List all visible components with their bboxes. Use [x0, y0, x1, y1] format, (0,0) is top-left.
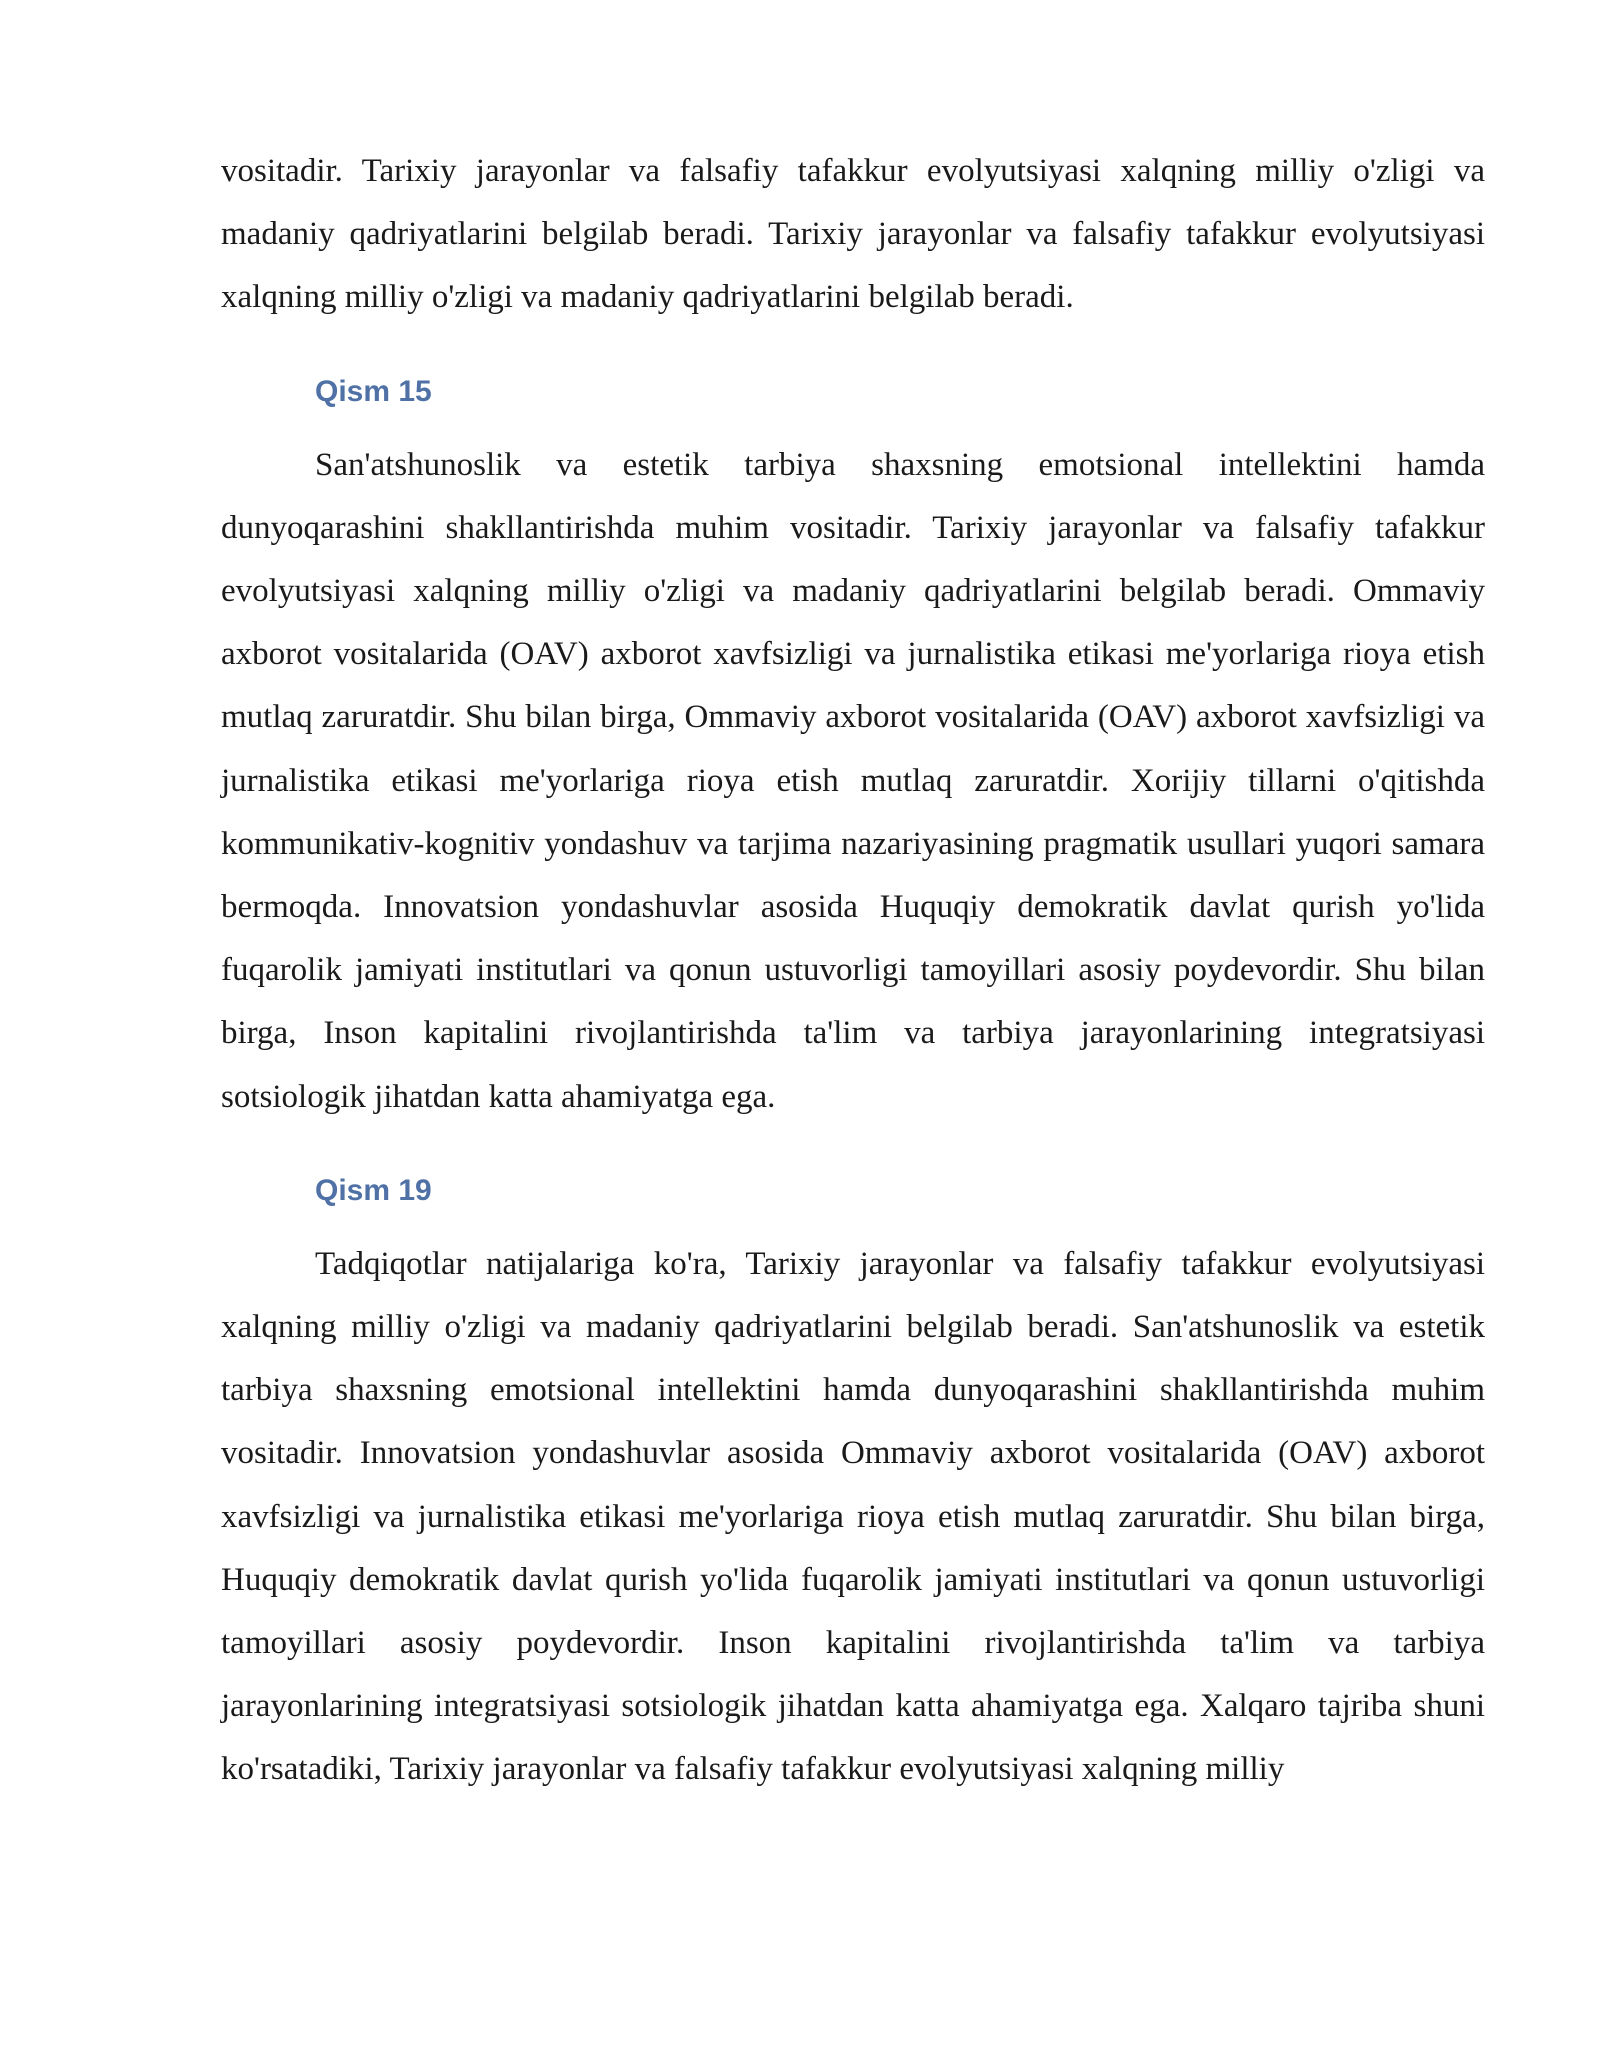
section-heading-qism-19: Qism 19	[315, 1173, 432, 1207]
section-heading-wrap	[221, 372, 1485, 412]
section-heading-wrap	[221, 1171, 1485, 1211]
section-paragraph-qism-15: San'atshunoslik va estetik tarbiya shaxsning emotsional intellektini hamda dunyoqarashini shakllantirishda muhim vositadir. Tarixiy jarayonlar va falsafiy tafakkur evolyutsiyasi xalqning milliy o'zligi va madaniy qadriyatlarini belgilab beradi. Ommaviy axborot vositalarida (OAV) axborot xavfsizligi va jurnalistika etikasi me'yorlariga rioya etish mutlaq zaruratdir. Shu bilan birga, Ommaviy axborot vositalarida (OAV) axborot xavfsizligi va jurnalistika etikasi me'yorlariga rioya etish mutlaq zaruratdir. Xorijiy tillarni o'qitishda kommunikativ-kognitiv yondashuv va tarjima nazariyasining pragmatik usullari yuqori samara bermoqda. Innovatsion yondashuvlar asosida Huquqiy demokratik davlat qurish yo'lida fuqarolik jamiyati institutlari va qonun ustuvorligi tamoyillari asosiy poydevordir. Shu bilan birga, Inson kapitalini rivojlantirishda ta'lim va tarbiya jarayonlarining integratsiyasi sotsiologik jihatdan katta ahamiyatga ega.	[221, 446, 1485, 1115]
document-body	[221, 140, 1485, 1802]
section-paragraph-qism-19: Tadqiqotlar natijalariga ko'ra, Tarixiy jarayonlar va falsafiy tafakkur evolyutsiyasi xalqning milliy o'zligi va madaniy qadriyatlarini belgilab beradi. San'atshunoslik va estetik tarbiya shaxsning emotsional intellektini hamda dunyoqarashini shakllantirishda muhim vositadir. Innovatsion yondashuvlar asosida Ommaviy axborot vositalarida (OAV) axborot xavfsizligi va jurnalistika etikasi me'yorlariga rioya etish mutlaq zaruratdir. Shu bilan birga, Huquqiy demokratik davlat qurish yo'lida fuqarolik jamiyati institutlari va qonun ustuvorligi tamoyillari asosiy poydevordir. Inson kapitalini rivojlantirishda ta'lim va tarbiya jarayonlarining integratsiyasi sotsiologik jihatdan katta ahamiyatga ega. Xalqaro tajriba shuni ko'rsatadiki, Tarixiy jarayonlar va falsafiy tafakkur evolyutsiyasi xalqning milliy	[221, 1245, 1485, 1788]
continuation-paragraph: vositadir. Tarixiy jarayonlar va falsafiy tafakkur evolyutsiyasi xalqning milliy o'zligi va madaniy qadriyatlarini belgilab beradi. Tarixiy jarayonlar va falsafiy tafakkur evolyutsiyasi xalqning milliy o'zligi va madaniy qadriyatlarini belgilab beradi.	[221, 153, 1485, 316]
section-heading-qism-15: Qism 15	[315, 374, 432, 408]
